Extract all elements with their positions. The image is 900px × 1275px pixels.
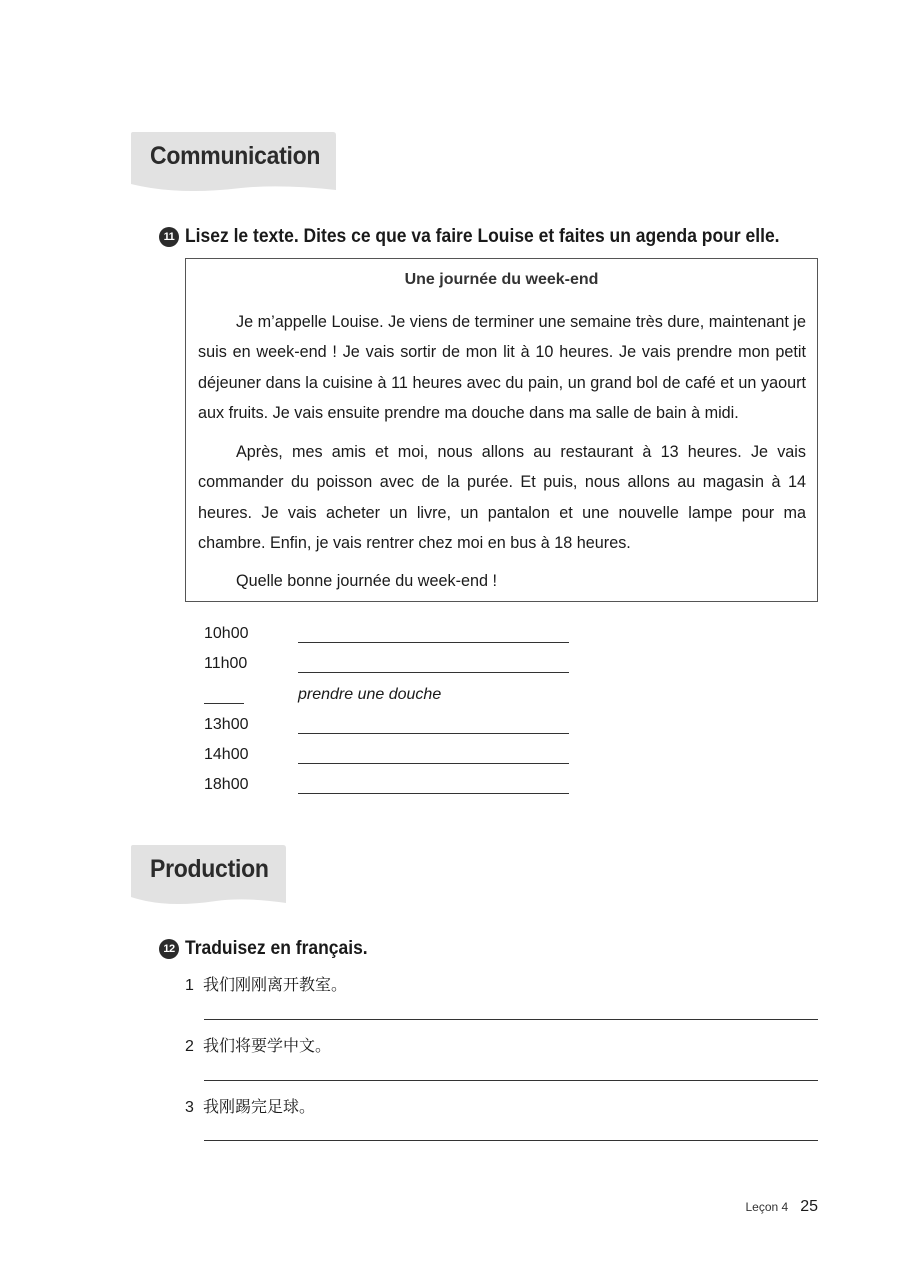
agenda-time: 14h00	[204, 746, 249, 763]
translation-item	[185, 1033, 331, 1056]
page-footer	[746, 1198, 819, 1216]
item-text: 我刚踢完足球。	[203, 1099, 316, 1116]
lesson-label: Leçon 4	[745, 1200, 789, 1214]
translation-item	[185, 972, 347, 995]
answer-line[interactable]	[298, 672, 569, 673]
agenda-example-answer: prendre une douche	[298, 686, 442, 703]
exercise-number-badge: 12	[159, 939, 179, 959]
agenda-row	[204, 716, 584, 746]
item-number: 2	[185, 1038, 194, 1055]
section-banner-production	[131, 845, 286, 905]
answer-line[interactable]	[298, 793, 569, 794]
agenda-time: 13h00	[204, 716, 249, 733]
answer-line[interactable]	[204, 1019, 818, 1020]
page-number: 25	[800, 1198, 818, 1215]
answer-line[interactable]	[298, 763, 569, 764]
agenda-row	[204, 776, 584, 806]
section-title: Communication	[150, 142, 321, 170]
answer-line[interactable]	[298, 642, 569, 643]
reading-paragraph: Quelle bonne journée du week-end !	[236, 572, 497, 590]
answer-line[interactable]	[204, 1140, 818, 1141]
exercise-instruction: Lisez le texte. Dites ce que va faire Louise et faites un agenda pour elle.	[185, 226, 780, 247]
agenda-row	[204, 655, 584, 685]
answer-line[interactable]	[298, 733, 569, 734]
reading-text-box	[185, 258, 818, 602]
agenda-time: 10h00	[204, 625, 249, 642]
reading-paragraph: Après, mes amis et moi, nous allons au restaurant à 13 heures. Je vais commander du poisson avec de la purée. Et puis, nous allons au magasin à 14 heures. Je vais acheter un livre, un pantalon et une nouvelle lampe pour ma chambre. Enfin, je vais rentrer chez moi en bus à 18 heures.	[198, 443, 806, 552]
agenda-time: 11h00	[204, 655, 248, 672]
answer-line[interactable]	[204, 1080, 818, 1081]
agenda-time: 18h00	[204, 776, 249, 793]
section-title: Production	[150, 855, 269, 883]
item-number: 3	[185, 1099, 194, 1116]
agenda-row	[204, 746, 584, 776]
exercise-number-badge: 11	[159, 227, 179, 247]
exercise-heading	[159, 226, 831, 248]
agenda-row	[204, 625, 584, 655]
section-banner-communication	[131, 132, 336, 192]
exercise-heading	[159, 938, 384, 960]
translation-item	[185, 1094, 315, 1117]
exercise-instruction: Traduisez en français.	[185, 938, 368, 959]
time-blank-line[interactable]	[204, 703, 244, 704]
item-text: 我们刚刚离开教室。	[203, 977, 348, 994]
reading-title: Une journée du week-end	[404, 271, 599, 288]
agenda-row	[204, 686, 584, 716]
item-text: 我们将要学中文。	[203, 1038, 332, 1055]
reading-paragraph: Je m’appelle Louise. Je viens de terminer une semaine très dure, maintenant je suis en week-end ! Je vais sortir de mon lit à 10 heures. Je vais prendre mon petit déjeuner dans la cuisine à 11 heures avec du pain, un grand bol de café et un yaourt aux fruits. Je vais ensuite prendre ma douche dans ma salle de bain à midi.	[198, 313, 806, 422]
item-number: 1	[185, 977, 194, 994]
